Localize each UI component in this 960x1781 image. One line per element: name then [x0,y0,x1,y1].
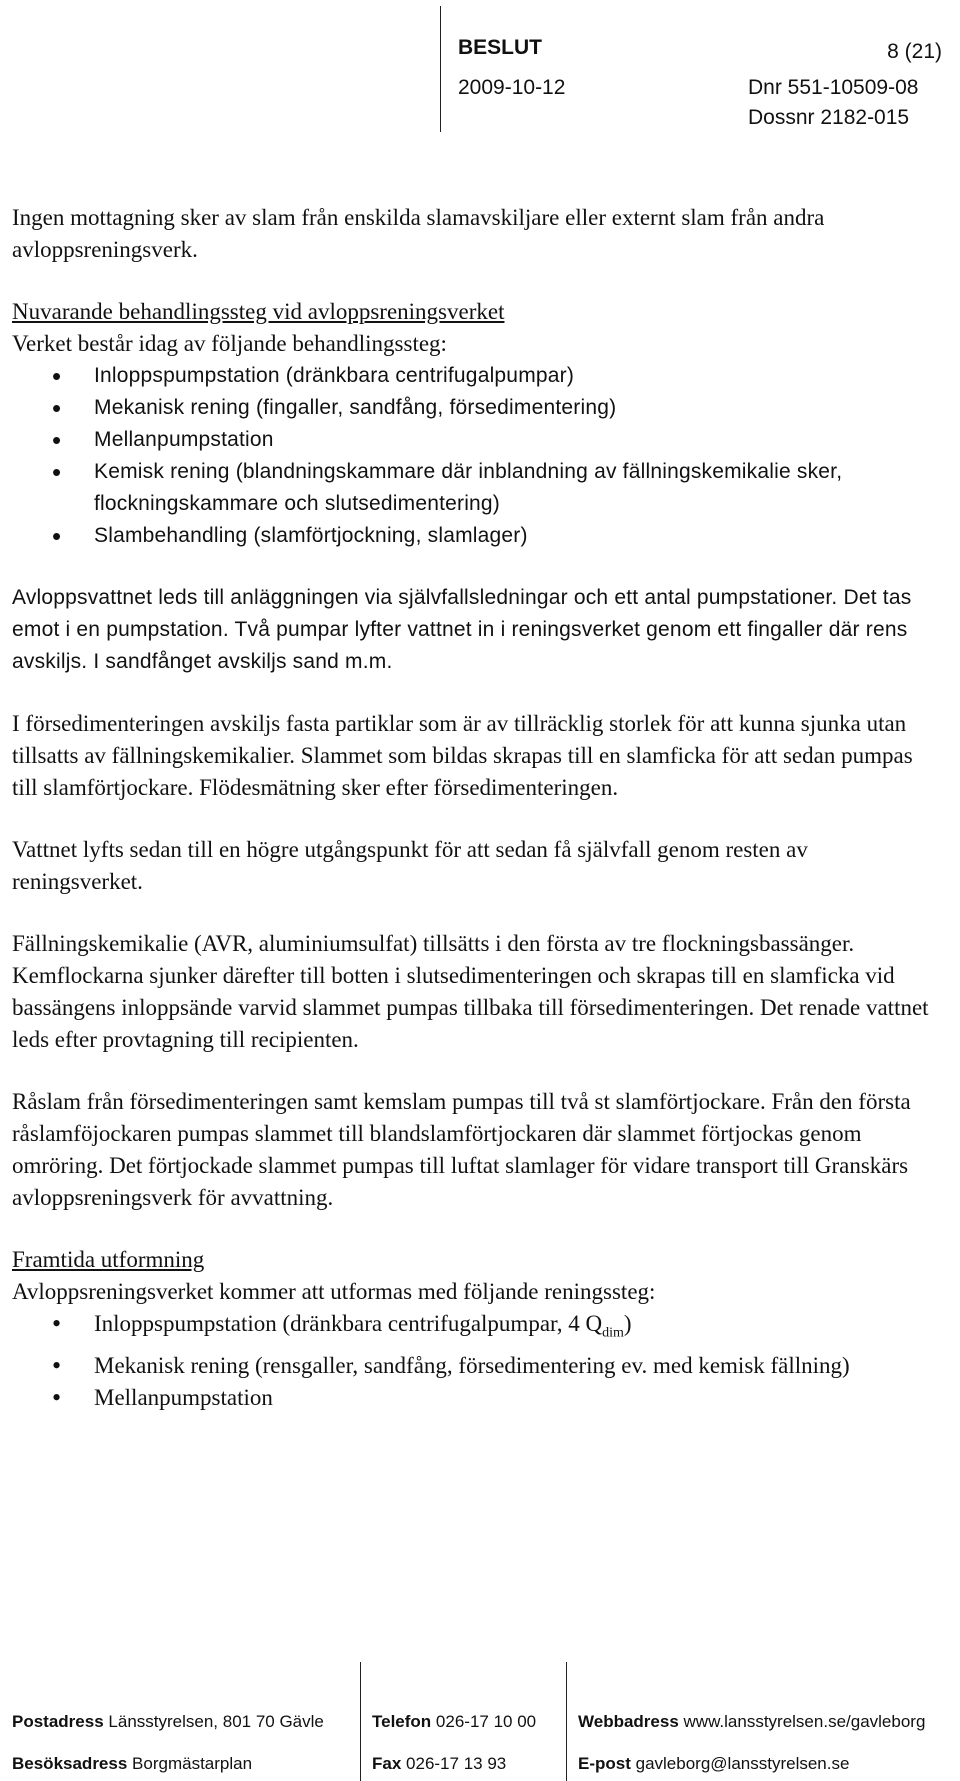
bullet-icon: • [52,457,62,487]
bullet-icon: • [52,393,62,423]
bullet-icon: • [52,425,62,455]
list-item: • Slambehandling (slamförtjockning, slamlager) [52,521,528,551]
list-item: • Inloppspumpstation (dränkbara centrifugalpumpar) [52,361,575,391]
document-body [12,202,942,1414]
list-item: • Mekanisk rening (rensgaller, sandfång, försedimentering ev. med kemisk fällning) [52,1350,850,1380]
list-item: • Mekanisk rening (fingaller, sandfång, försedimentering) [52,393,617,423]
document-type: BESLUT [458,36,542,59]
bullet-icon: • [52,1350,62,1380]
current-steps-list [12,360,942,552]
footer-webbadress: Webbadress www.lansstyrelsen.se/gavleborg [578,1712,926,1731]
bullet-icon: • [52,1382,62,1412]
paragraph: Verket består idag av följande behandlingssteg: [12,331,447,356]
dnr-number: Dnr 551-10509-08 [748,76,919,99]
section-heading-current: Nuvarande behandlingssteg vid avloppsreningsverket [12,299,505,324]
bullet-icon: • [52,521,62,551]
paragraph: Avloppsreningsverket kommer att utformas med följande reningssteg: [12,1279,656,1304]
list-item: • Mellanpumpstation [52,425,274,455]
footer-postadress: Postadress Länsstyrelsen, 801 70 Gävle [12,1712,324,1731]
header-divider [440,6,441,132]
footer-fax: Fax 026-17 13 93 [372,1754,507,1773]
list-item: • Inloppspumpstation (dränkbara centrifugalpumpar, 4 $Q_{dim}$) [52,1309,632,1341]
footer-telefon: Telefon 026-17 10 00 [372,1712,537,1731]
bullet-icon: • [52,1309,62,1338]
footer-divider-2 [566,1662,567,1781]
paragraph: Avloppsvattnet leds till anläggningen via självfallsledningar och ett antal pumpstationer. Det tas emot i en pumpstation. Två pumpar lyfter vattnet in i reningsverket genom ett fingaller där rens avskiljs. I sandfånget avskiljs sand m.m. [12,586,912,673]
list-item: • Kemisk rening (blandningskammare där inblandning av fällningskemikalie sker, flockningskammare och slutsedimentering) [52,457,843,515]
page-number: 8 (21) [887,40,942,63]
footer-besoksadress: Besöksadress Borgmästarplan [12,1754,253,1773]
footer-divider-1 [360,1662,361,1781]
list-item: • Mellanpumpstation [52,1382,273,1412]
paragraph: Ingen mottagning sker av slam från enskilda slamavskiljare eller externt slam från andra avloppsreningsverk. [12,205,825,262]
document-date: 2009-10-12 [458,76,566,99]
bullet-icon: • [52,361,62,391]
paragraph: Råslam från försedimenteringen samt kemslam pumpas till två st slamförtjockare. Från den första råslamföjockaren pumpas slammet till blandslamförtjockaren där slammet förtjockas genom omröring. Det förtjockade slammet pumpas till luftat slamlager för vidare transport till Granskärs avloppsreningsverk för avvattning. [12,1089,911,1210]
section-heading-future: Framtida utformning [12,1247,205,1272]
future-steps-list [12,1308,942,1414]
footer-epost: E-post gavleborg@lansstyrelsen.se [578,1754,850,1773]
paragraph: Fällningskemikalie (AVR, aluminiumsulfat) tillsätts i den första av tre flockningsbassänger. Kemflockarna sjunker därefter till botten i slutsedimenteringen och skrapas till en slamficka vid bassängens inloppsände varvid slammet pumpas tillbaka till försedimenteringen. Det renade vattnet leds efter provtagning till recipienten. [12,931,929,1052]
paragraph: I försedimenteringen avskiljs fasta partiklar som är av tillräcklig storlek för att kunna sjunka utan tillsatts av fällningskemikalier. Slammet som bildas skrapas till en slamficka för att sedan pumpas till slamförtjockare. Flödesmätning sker efter försedimenteringen. [12,711,913,800]
dossnr-number: Dossnr 2182-015 [748,106,910,129]
paragraph: Vattnet lyfts sedan till en högre utgångspunkt för att sedan få självfall genom resten av reningsverket. [12,837,808,894]
